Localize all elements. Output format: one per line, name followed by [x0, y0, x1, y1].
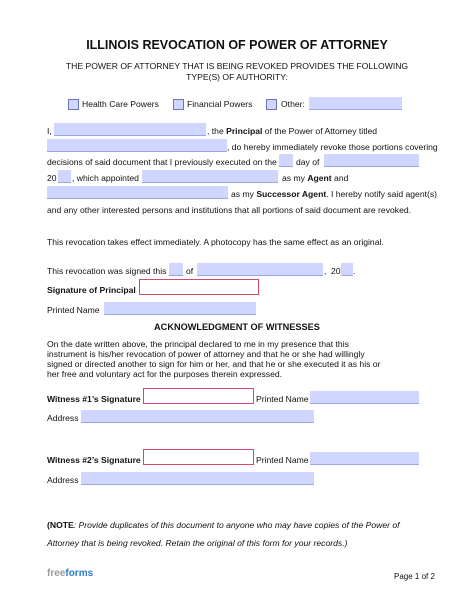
principal-name-field[interactable] [54, 123, 206, 136]
document-title: ILLINOIS REVOCATION OF POWER OF ATTORNEY [86, 38, 388, 52]
witness1-signature-label: Witness #1’s Signature [47, 394, 141, 404]
effect-text: This revocation takes effect immediately. A photocopy has the same effect as an original. [47, 237, 384, 247]
page-number: Page 1 of 2 [394, 572, 435, 581]
signed-year-field[interactable] [341, 263, 356, 276]
year-prefix: 20 [47, 173, 57, 183]
agent-label: Agent [307, 173, 332, 183]
other-field[interactable] [309, 97, 402, 110]
logo-free: free [47, 568, 66, 579]
decisions-text: decisions of said document that I previously executed on the [47, 157, 277, 167]
signed-year-prefix: 20 [331, 266, 341, 276]
witness2-address-field[interactable] [81, 472, 314, 485]
principal-label: Principal [226, 126, 263, 136]
successor-agent-field[interactable] [47, 186, 228, 199]
witness2-signature-field[interactable] [143, 449, 254, 465]
witness1-printed-name-field[interactable] [310, 391, 419, 404]
principal-printed-name-label: Printed Name [47, 305, 100, 315]
note-line-2: Attorney that is being revoked. Retain the original of this form for your records.) [47, 538, 348, 548]
note-line-1 [47, 520, 400, 530]
signed-day-field[interactable] [169, 263, 183, 276]
health-care-label: Health Care Powers [82, 99, 159, 109]
agent-and-text: and [331, 173, 349, 183]
appointed-text: , which appointed [72, 173, 139, 183]
day-of-text: day of [296, 157, 320, 167]
as-my-text: as my [282, 173, 308, 183]
executed-day-field[interactable] [279, 154, 293, 167]
financial-checkbox[interactable] [173, 99, 184, 110]
principal-text [207, 126, 377, 136]
witness2-printed-name-label: Printed Name [256, 455, 309, 465]
interested-text: and any other interested persons and institutions that all portions of said document are revoked. [47, 205, 412, 215]
signed-of-text: of [186, 266, 194, 276]
health-care-checkbox[interactable] [68, 99, 79, 110]
signed-period: . [353, 266, 356, 276]
executed-month-field[interactable] [324, 154, 419, 167]
principal-pre: , the [207, 126, 227, 136]
witness-para-1: On the date written above, the principal declared to me in my presence that this [47, 339, 349, 349]
freeforms-logo [47, 568, 93, 579]
financial-label: Financial Powers [187, 99, 253, 109]
note-prefix: (NOTE [47, 520, 74, 530]
witness1-address-field[interactable] [81, 410, 314, 423]
signed-text: This revocation was signed this [47, 266, 167, 276]
witness1-printed-name-label: Printed Name [256, 394, 309, 404]
i-text: I, [47, 126, 52, 136]
witness-heading: ACKNOWLEDGMENT OF WITNESSES [154, 322, 320, 332]
signed-month-field[interactable] [197, 263, 323, 276]
subtitle-line-2: TYPE(S) OF AUTHORITY: [186, 72, 288, 82]
notify-text: . I hereby notify said agent(s) [326, 189, 438, 199]
note-line-1-text: : Provide duplicates of this document to anyone who may have copies of the Power of [73, 520, 400, 530]
successor-label: Successor Agent [256, 189, 327, 199]
logo-forms: forms [65, 568, 94, 579]
as-my-text-2: as my [231, 189, 257, 199]
principal-signature-label: Signature of Principal [47, 285, 136, 295]
agent-name-field[interactable] [142, 170, 278, 183]
other-label: Other: [281, 99, 305, 109]
witness-para-3: signed or directed another to sign for him or her, and that he or she executed it as his or [47, 359, 381, 369]
successor-text [231, 189, 437, 199]
witness1-signature-field[interactable] [143, 388, 254, 404]
witness2-signature-label: Witness #2’s Signature [47, 455, 141, 465]
principal-printed-name-field[interactable] [104, 302, 256, 315]
revoke-text: , do hereby immediately revoke those portions covering [227, 142, 438, 152]
executed-year-field[interactable] [58, 170, 71, 183]
poa-title-field[interactable] [47, 139, 227, 152]
witness-para-2: instrument is his/her revocation of power of attorney and that he or she had willingly [47, 349, 365, 359]
principal-signature-field[interactable] [139, 279, 259, 295]
witness2-address-label: Address [47, 475, 79, 485]
witness2-printed-name-field[interactable] [310, 452, 419, 465]
subtitle-line-1: THE POWER OF ATTORNEY THAT IS BEING REVOKED PROVIDES THE FOLLOWING [65, 61, 409, 71]
witness1-address-label: Address [47, 413, 79, 423]
other-checkbox[interactable] [266, 99, 277, 110]
signed-comma: , [324, 266, 327, 276]
agent-text [282, 173, 348, 183]
witness-para-4: her free and voluntary act for the purposes therein expressed. [47, 369, 283, 379]
principal-post: of the Power of Attorney titled [262, 126, 378, 136]
